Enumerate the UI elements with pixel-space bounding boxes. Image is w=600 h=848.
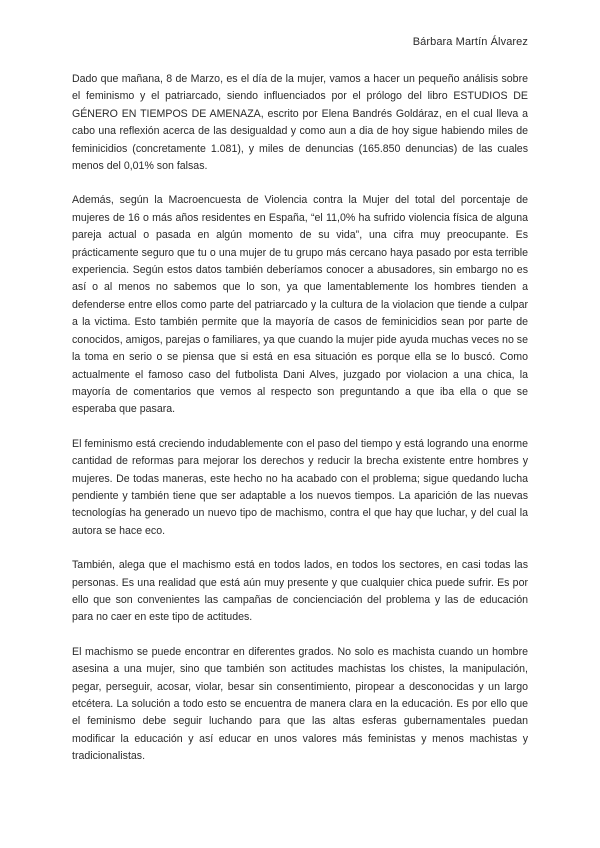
author-name: Bárbara Martín Álvarez — [412, 36, 528, 48]
paragraph-3: El feminismo está creciendo indudablemente con el paso del tiempo y está logrando una enorme cantidad de reformas para mejorar los derechos y reducir la brecha existente entre hombres y mujeres. De todas maneras, este hecho no ha acabado con el problema; sigue quedando lucha pendiente y también tiene que ser adaptable a los nuevos tiempos. La aparición de las nuevas tecnologías ha generado un nuevo tipo de machismo, contra el que hay que luchar, y del cual la autora se hace eco. — [72, 437, 528, 537]
paragraph-1: Dado que mañana, 8 de Marzo, es el día de la mujer, vamos a hacer un pequeño análisis sobre el feminismo y el patriarcado, siendo influenciados por el prólogo del libro ESTUDIOS DE GÉNERO EN TIEMPOS DE AMENAZA, escrito por Elena Bandrés Goldáraz, en el cual lleva a cabo una reflexión acerca de las desigualdad y como aun a dia de hoy sigue habiendo miles de feminicidios (concretamente 1.081), y miles de denuncias (165.850 denuncias) de las cuales menos del 0,01% son falsas. — [72, 73, 528, 173]
document-body — [72, 71, 528, 783]
paragraph-2: Además, según la Macroencuesta de Violencia contra la Mujer del total del porcentaje de mujeres de 16 o más años residentes en España, “el 11,0% ha sufrido violencia física de alguna pareja actual o pasada en algún momento de su vida”, una cifra muy preocupante. Es prácticamente seguro que tu o una mujer de tu grupo más cercano haya pasado por esta terrible experiencia. Según estos datos también deberíamos conocer a abusadores, sin embargo no es así o al menos no sabemos que lo son, ya que lamentablemente los hombres tienden a defenderse entre ellos como parte del patriarcado y la cultura de la violacion que tiende a culpar a la victima. Esto también permite que la mayoría de casos de feminicidios sean por parte de conocidos, amigos, parejas o familiares, ya que cuando la mujer pide ayuda muchas veces no se la toma en serio o se piensa que si está en esa situación es porque ella se lo buscó. Como actualmente el famoso caso del futbolista Dani Alves, juzgado por violacion a una chica, la mayoría de comentarios que vemos al respecto son preguntando a que iba ella o que se esperaba que pasara. — [72, 194, 528, 416]
paragraph-4: También, alega que el machismo está en todos lados, en todos los sectores, en casi todas las personas. Es una realidad que está aún muy presente y que cualquier chica puede sufrir. Es por ello que son convenientes las campañas de concienciación del problema y las de educación para no caer en este tipo de actitudes. — [72, 559, 528, 624]
paragraph-5: El machismo se puede encontrar en diferentes grados. No solo es machista cuando un hombre asesina a una mujer, sino que también son actitudes machistas los chistes, la manipulación, pegar, perseguir, acosar, violar, besar sin consentimiento, piropear a desconocidas y un largo etcétera. La solución a todo esto se encuentra de manera clara en la educación. Es por ello que el feminismo debe seguir luchando para que las altas esferas gubernamentales puedan modificar la educación y así educar en unos valores más feministas y menos machistas y tradicionalistas. — [72, 645, 528, 763]
